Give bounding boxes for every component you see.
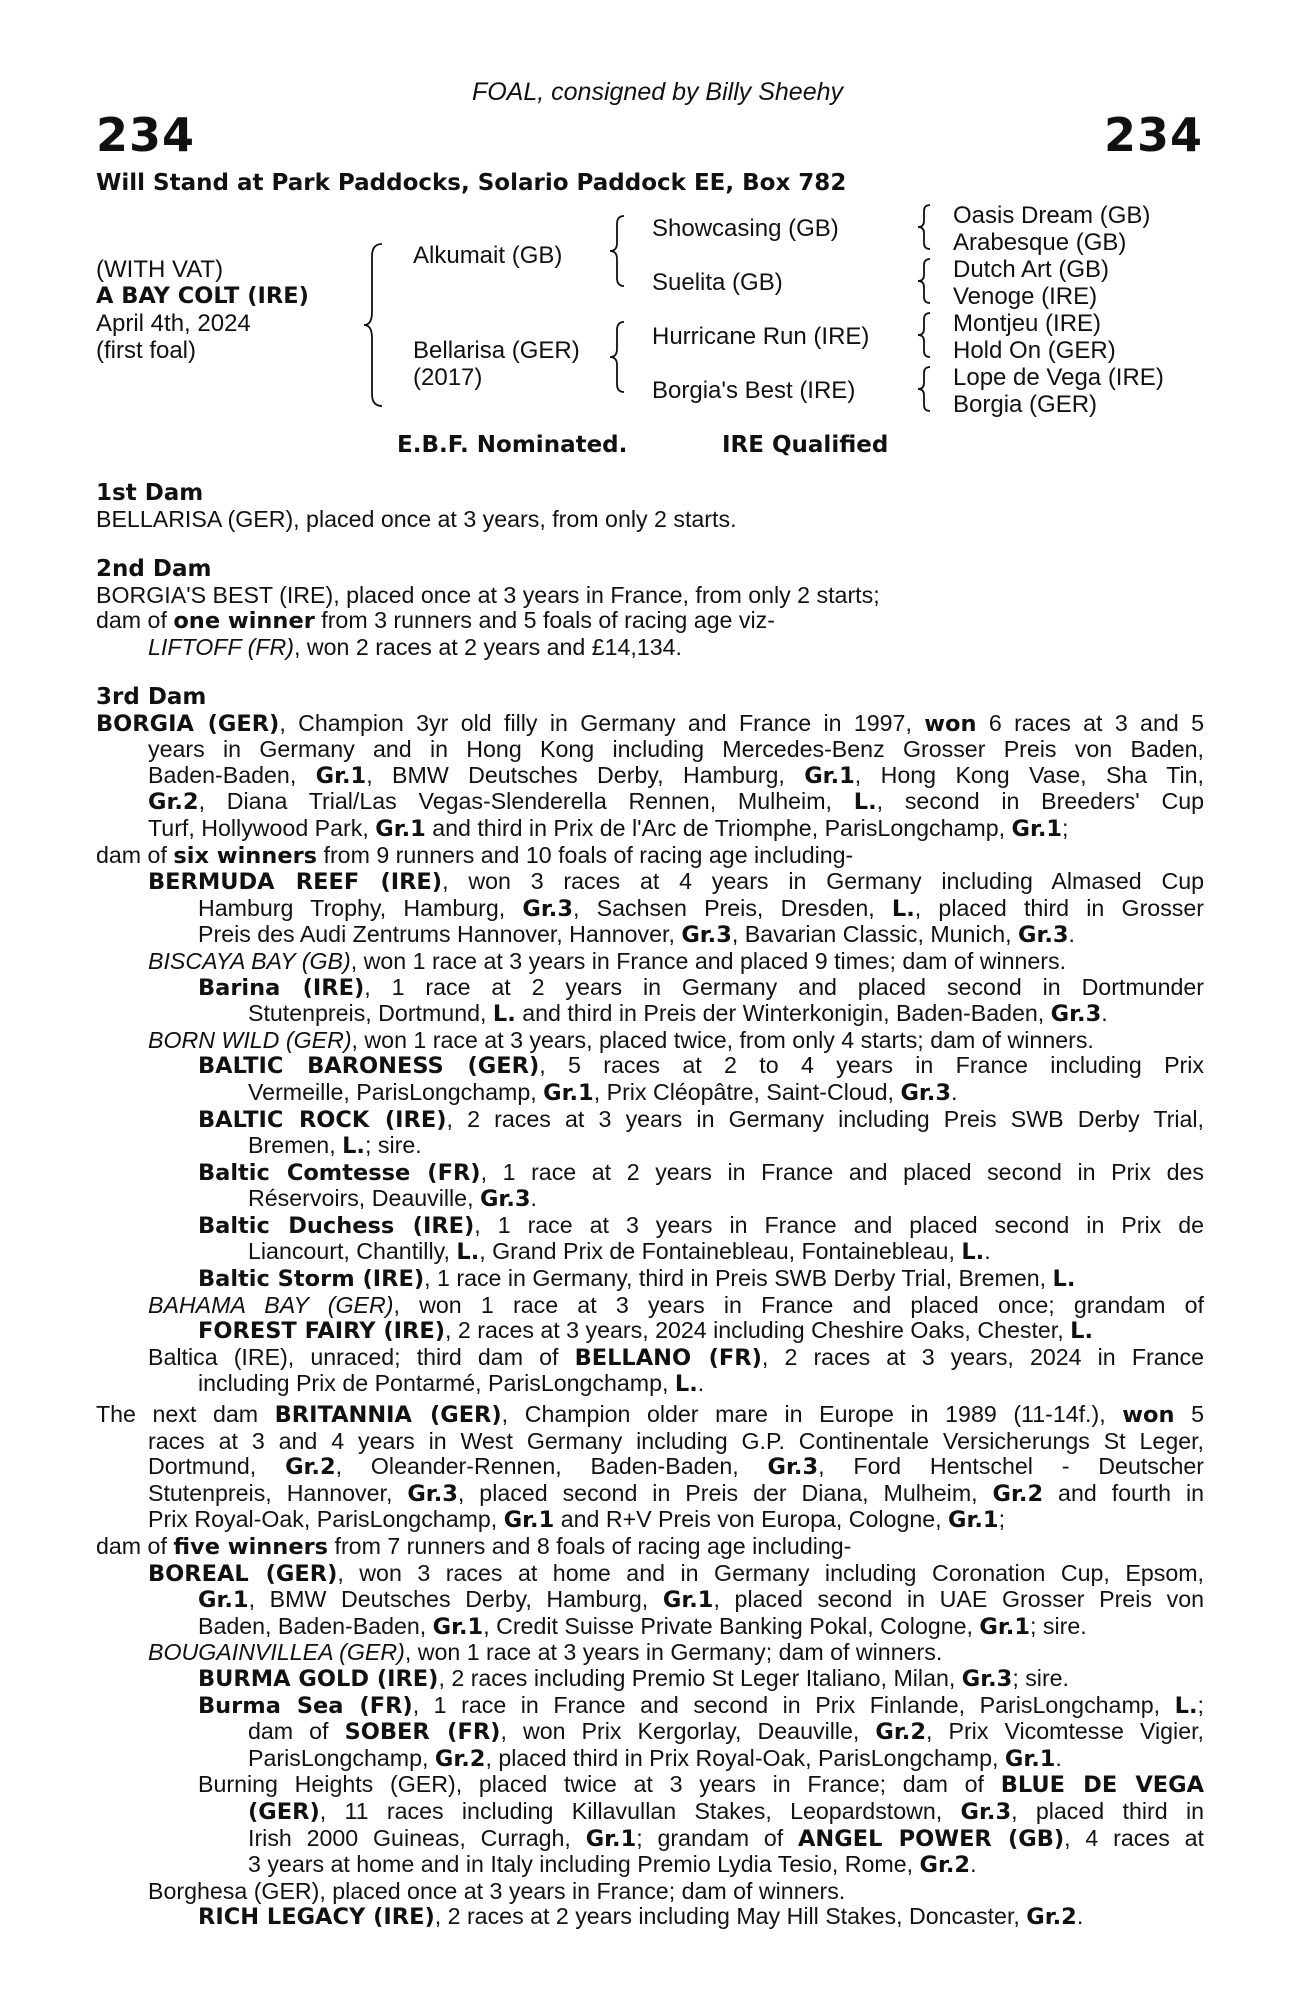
text-line: Réservoirs, Deauville, Gr.3. xyxy=(248,1185,537,1213)
dam-dam-name: Borgia's Best (IRE) xyxy=(652,377,856,404)
text-line: dam of six winners from 9 runners and 10 foals of racing age including- xyxy=(96,841,854,869)
ggp-6: Hold On (GER) xyxy=(953,337,1116,364)
text-line: Preis des Audi Zentrums Hannover, Hannover, Gr.3, Bavarian Classic, Munich, Gr.3. xyxy=(198,921,1075,949)
lot-number-right: 234 xyxy=(1103,108,1203,162)
first-dam-text: BELLARISA (GER), placed once at 3 years, from only 2 starts. xyxy=(96,505,737,532)
pedigree-brace-sire xyxy=(608,213,630,289)
text-line: Burma Sea (FR), 1 race in France and second in Prix Finlande, ParisLongchamp, L.; xyxy=(198,1691,1204,1719)
text-line: Vermeille, ParisLongchamp, Gr.1, Prix Cléopâtre, Saint-Cloud, Gr.3. xyxy=(248,1078,958,1106)
text-line: Irish 2000 Guineas, Curragh, Gr.1; grandam of ANGEL POWER (GB), 4 races at xyxy=(248,1824,1204,1852)
text-line: Turf, Hollywood Park, Gr.1 and third in Prix de l'Arc de Triomphe, ParisLongchamp, Gr.1; xyxy=(148,814,1069,842)
stand-location: Will Stand at Park Paddocks, Solario Paddock EE, Box 782 xyxy=(96,170,847,196)
text-line: Stutenpreis, Hannover, Gr.3, placed second in Preis der Diana, Mulheim, Gr.2 and fourth in xyxy=(148,1479,1204,1507)
text-line: Liancourt, Chantilly, L., Grand Prix de Fontainebleau, Fontainebleau, L.. xyxy=(248,1238,991,1266)
dam-sire-name: Hurricane Run (IRE) xyxy=(652,323,870,350)
ggp-8: Borgia (GER) xyxy=(953,391,1098,418)
text-line: Baltic Storm (IRE), 1 race in Germany, third in Preis SWB Derby Trial, Bremen, L. xyxy=(198,1265,1076,1293)
text-line: BISCAYA BAY (GB), won 1 race at 3 years in France and placed 9 times; dam of winners. xyxy=(148,947,1067,974)
sire-dam-name: Suelita (GB) xyxy=(652,269,783,296)
text-line: Baden, Baden-Baden, Gr.1, Credit Suisse Private Banking Pokal, Cologne, Gr.1; sire. xyxy=(198,1612,1087,1640)
third-dam-heading: 3rd Dam xyxy=(96,684,207,710)
pedigree-brace-g12 xyxy=(916,202,936,252)
pedigree-brace-g56 xyxy=(916,310,936,360)
second-dam-line-2: dam of one winner from 3 runners and 5 foals of racing age viz- xyxy=(96,607,775,635)
text-line: BOREAL (GER), won 3 races at home and in Germany including Coronation Cup, Epsom, xyxy=(148,1559,1204,1587)
first-dam-section xyxy=(96,481,1204,532)
text-line: Prix Royal-Oak, ParisLongchamp, Gr.1 and R+V Preis von Europa, Cologne, Gr.1; xyxy=(148,1506,1006,1534)
text-line: races at 3 and 4 years in West Germany including G.P. Continentale Versicherungs St Leger, xyxy=(148,1427,1204,1454)
text-line: Dortmund, Gr.2, Oleander-Rennen, Baden-Baden, Gr.3, Ford Hentschel - Deutscher xyxy=(148,1453,1204,1481)
text-line: BALTIC ROCK (IRE), 2 races at 3 years in Germany including Preis SWB Derby Trial, xyxy=(198,1105,1205,1133)
text-line: dam of SOBER (FR), won Prix Kergorlay, Deauville, Gr.2, Prix Vicomtesse Vigier, xyxy=(248,1718,1204,1746)
ggp-3: Dutch Art (GB) xyxy=(953,256,1110,283)
third-dam-section xyxy=(96,685,1204,1398)
dam-year: (2017) xyxy=(413,364,483,391)
ebf-nominated: E.B.F. Nominated. xyxy=(397,432,628,458)
text-line: FOREST FAIRY (IRE), 2 races at 3 years, 2024 including Cheshire Oaks, Chester, L. xyxy=(198,1317,1094,1345)
second-dam-line-3: LIFTOFF (FR), won 2 races at 2 years and £14,134. xyxy=(148,633,682,660)
text-line: The next dam BRITANNIA (GER), Champion older mare in Europe in 1989 (11-14f.), won 5 xyxy=(96,1401,1205,1428)
text-line: BALTIC BARONESS (GER), 5 races at 2 to 4 years in France including Prix xyxy=(198,1052,1205,1080)
ggp-1: Oasis Dream (GB) xyxy=(953,202,1151,229)
text-line: Baltic Duchess (IRE), 1 race at 3 years in France and placed second in Prix de xyxy=(198,1211,1204,1239)
pedigree-brace-g34 xyxy=(916,256,936,306)
text-line: Borghesa (GER), placed once at 3 years in France; dam of winners. xyxy=(148,1877,846,1904)
first-dam-heading: 1st Dam xyxy=(96,480,204,506)
text-line: BERMUDA REEF (IRE), won 3 races at 4 years in Germany including Almased Cup xyxy=(148,868,1204,896)
text-line: Burning Heights (GER), placed twice at 3 years in France; dam of BLUE DE VEGA xyxy=(198,1771,1204,1799)
text-line: BAHAMA BAY (GER), won 1 race at 3 years in France and placed once; grandam of xyxy=(148,1291,1204,1318)
ire-qualified: IRE Qualified xyxy=(722,432,889,458)
pedigree-brace-g78 xyxy=(916,364,936,414)
text-line: Baden-Baden, Gr.1, BMW Deutsches Derby, Hamburg, Gr.1, Hong Kong Vase, Sha Tin, xyxy=(148,761,1204,789)
second-dam-section xyxy=(96,557,1204,660)
text-line: Gr.2, Diana Trial/Las Vegas-Slenderella Rennen, Mulheim, L., second in Breeders' Cup xyxy=(148,788,1204,816)
consignment-line: FOAL, consigned by Billy Sheehy xyxy=(471,78,844,106)
text-line: dam of five winners from 7 runners and 8 foals of racing age including- xyxy=(96,1532,852,1560)
text-line: BOUGAINVILLEA (GER), won 1 race at 3 years in Germany; dam of winners. xyxy=(148,1639,943,1666)
dam-name: Bellarisa (GER) xyxy=(413,337,580,364)
sire-name: Alkumait (GB) xyxy=(413,242,563,269)
second-dam-heading: 2nd Dam xyxy=(96,556,212,582)
next-dam-section xyxy=(96,1402,1204,1931)
text-line: BORGIA (GER), Champion 3yr old filly in Germany and France in 1997, won 6 races at 3 and 5 xyxy=(96,709,1204,737)
vat-note: (WITH VAT) xyxy=(96,256,224,283)
ggp-5: Montjeu (IRE) xyxy=(953,310,1102,337)
text-line: 3 years at home and in Italy including Premio Lydia Tesio, Rome, Gr.2. xyxy=(248,1851,977,1879)
text-line: BURMA GOLD (IRE), 2 races including Premio St Leger Italiano, Milan, Gr.3; sire. xyxy=(198,1664,1070,1692)
text-line: including Prix de Pontarmé, ParisLongchamp, L.. xyxy=(198,1370,705,1398)
lot-title: A BAY COLT (IRE) xyxy=(96,283,309,309)
text-line: ParisLongchamp, Gr.2, placed third in Prix Royal-Oak, ParisLongchamp, Gr.1. xyxy=(248,1744,1062,1772)
text-line: Gr.1, BMW Deutsches Derby, Hamburg, Gr.1, placed second in UAE Grosser Preis von xyxy=(198,1586,1204,1614)
text-line: Barina (IRE), 1 race at 2 years in Germany and placed second in Dortmunder xyxy=(198,973,1204,1001)
second-dam-line-1: BORGIA'S BEST (IRE), placed once at 3 years in France, from only 2 starts; xyxy=(96,581,880,608)
lot-number-left: 234 xyxy=(96,108,196,162)
ggp-7: Lope de Vega (IRE) xyxy=(953,364,1164,391)
foaling-date: April 4th, 2024 xyxy=(96,310,251,337)
text-line: Bremen, L.; sire. xyxy=(248,1132,422,1160)
text-line: Hamburg Trophy, Hamburg, Gr.3, Sachsen Preis, Dresden, L., placed third in Grosser xyxy=(198,894,1204,922)
ggp-2: Arabesque (GB) xyxy=(953,229,1127,256)
text-line: Baltica (IRE), unraced; third dam of BELLANO (FR), 2 races at 3 years, 2024 in France xyxy=(148,1343,1204,1371)
sire-sire-name: Showcasing (GB) xyxy=(652,215,839,242)
pedigree-brace-dam xyxy=(608,319,630,395)
ggp-4: Venoge (IRE) xyxy=(953,283,1098,310)
text-line: RICH LEGACY (IRE), 2 races at 2 years including May Hill Stakes, Doncaster, Gr.2. xyxy=(198,1903,1084,1931)
text-line: BORN WILD (GER), won 1 race at 3 years, placed twice, from only 4 starts; dam of winners. xyxy=(148,1026,1094,1053)
text-line: Stutenpreis, Dortmund, L. and third in Preis der Winterkonigin, Baden-Baden, Gr.3. xyxy=(248,1000,1108,1028)
foal-note: (first foal) xyxy=(96,337,197,364)
text-line: Baltic Comtesse (FR), 1 race at 2 years in France and placed second in Prix des xyxy=(198,1158,1204,1186)
text-line: years in Germany and in Hong Kong including Mercedes-Benz Grosser Preis von Baden, xyxy=(148,736,1204,763)
pedigree-brace-main xyxy=(362,240,388,410)
text-line: (GER), 11 races including Killavullan Stakes, Leopardstown, Gr.3, placed third in xyxy=(248,1797,1204,1825)
